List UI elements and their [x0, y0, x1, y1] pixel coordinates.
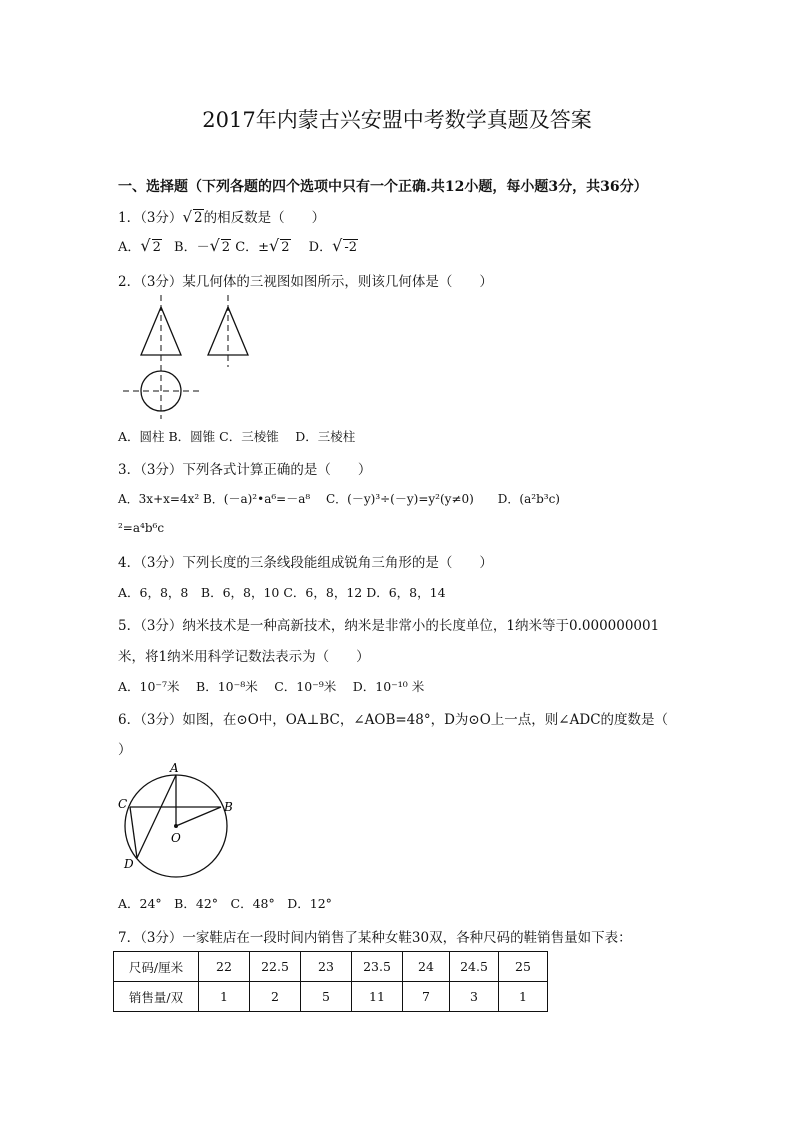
point-label-a: A [170, 761, 179, 775]
question-3-options-cont: ²=a⁴b⁶c [118, 521, 165, 535]
point-label-o: O [171, 831, 181, 845]
question-6-options: A．24° B．42° C．48° D．12° [118, 896, 332, 911]
point-label-b: B [224, 800, 233, 814]
table-cell: 1 [199, 982, 250, 1012]
three-view-figure [118, 295, 258, 420]
table-cell: 23 [301, 952, 352, 982]
question-2-options: A．圆柱 B．圆锥 C．三棱锥 D．三棱柱 [118, 429, 356, 444]
question-4-stem: 4．（3分）下列长度的三条线段能组成锐角三角形的是（ ） [118, 555, 493, 571]
table-cell: 2 [250, 982, 301, 1012]
question-6-stem-cont: ） [118, 742, 132, 758]
question-5-stem-cont: 米，将1纳米用科学记数法表示为（ ） [118, 649, 370, 665]
table-cell: 11 [352, 982, 403, 1012]
question-1-stem: 1．（3分）√ 2的相反数是（ ） [118, 208, 326, 226]
question-2-stem: 2．（3分）某几何体的三视图如图所示，则该几何体是（ ） [118, 274, 493, 290]
table-cell: 1 [499, 982, 548, 1012]
table-header-cell: 尺码/厘米 [114, 952, 199, 982]
table-cell: 3 [450, 982, 499, 1012]
table-cell: 22 [199, 952, 250, 982]
table-cell: 22.5 [250, 952, 301, 982]
question-3-stem: 3．（3分）下列各式计算正确的是（ ） [118, 462, 372, 478]
shoe-sales-table [113, 951, 548, 1012]
point-label-d: D [124, 857, 134, 871]
table-cell: 24 [403, 952, 450, 982]
question-6-stem: 6．（3分）如图，在⊙O中，OA⊥BC，∠AOB=48°，D为⊙O上一点，则∠ADC的度数是（ [118, 712, 669, 728]
table-cell: 24.5 [450, 952, 499, 982]
page-title: 2017年内蒙古兴安盟中考数学真题及答案 [202, 108, 592, 132]
table-cell: 7 [403, 982, 450, 1012]
table-cell: 23.5 [352, 952, 403, 982]
table-cell: 5 [301, 982, 352, 1012]
question-3-options: A．3x+x=4x² B．(－a)²•a⁶=－a⁸ C．(－y)³÷(－y)=y²(y≠0) D．(a²b³c) [118, 492, 560, 506]
section-heading: 一、选择题（下列各题的四个选项中只有一个正确.共12小题，每小题3分，共36分） [118, 179, 648, 195]
table-row [114, 952, 548, 982]
question-5-stem: 5．（3分）纳米技术是一种高新技术，纳米是非常小的长度单位，1纳米等于0.000000001 [118, 618, 660, 634]
question-1-options: A．√ 2 B．－√ 2 C．±√ 2 D．√ -2 [118, 236, 357, 255]
table-header-cell: 销售量/双 [114, 982, 199, 1012]
question-5-options: A．10⁻⁷米 B．10⁻⁸米 C．10⁻⁹米 D．10⁻¹⁰ 米 [118, 679, 425, 694]
question-7-stem: 7．（3分）一家鞋店在一段时间内销售了某种女鞋30双，各种尺码的鞋销售量如下表： [118, 930, 632, 946]
circle-figure [113, 760, 243, 880]
point-label-c: C [118, 797, 128, 811]
table-row [114, 982, 548, 1012]
question-4-options: A．6，8，8 B．6，8，10 C．6，8，12 D．6，8，14 [118, 585, 446, 600]
table-cell: 25 [499, 952, 548, 982]
